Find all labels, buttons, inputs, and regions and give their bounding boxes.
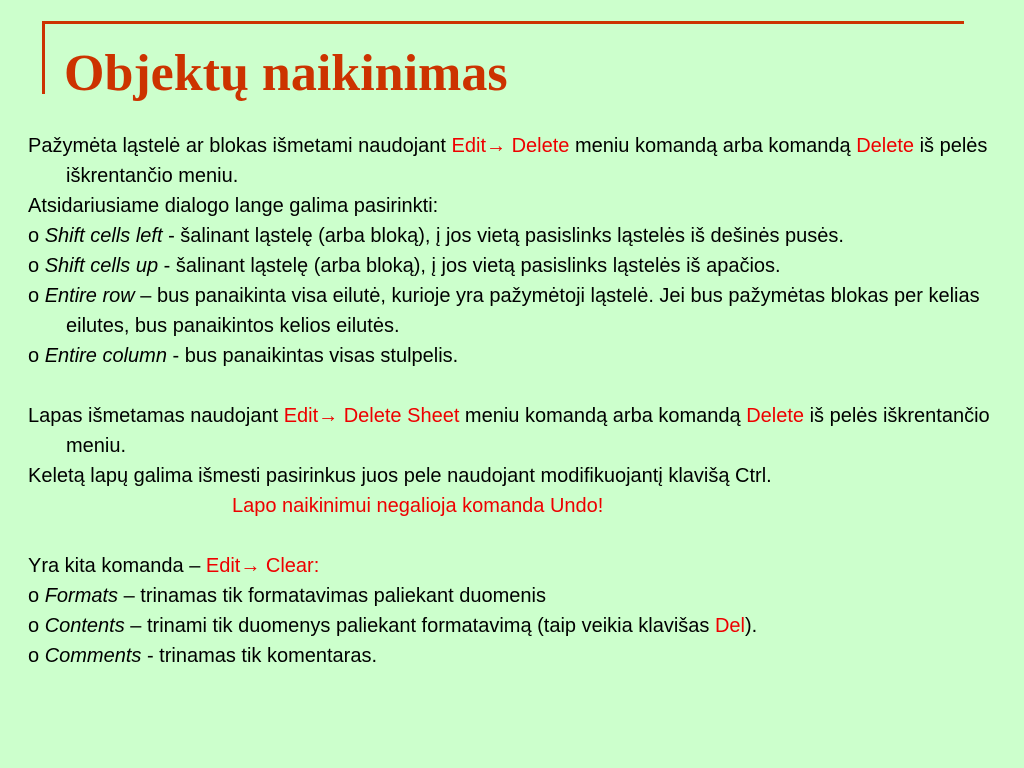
paragraph-multiple-sheets: Keletą lapų galima išmesti pasirinkus juos pele naudojant modifikuojantį klavišą Ctrl. (28, 465, 772, 487)
key-highlight: Del (714, 615, 745, 637)
option-description: - bus panaikintas visas stulpelis. (166, 345, 459, 367)
title-frame-top-line (42, 21, 964, 24)
option-description: – trinamas tik formatavimas paliekant duomenis (118, 585, 546, 607)
option-description: - šalinant ląstelę (arba bloką), į jos vietą pasislinks ląstelės iš apačios. (158, 255, 781, 277)
option-shift-cells-left (28, 221, 998, 251)
bullet: o (28, 585, 45, 607)
text: Yra kita komanda – (28, 555, 206, 577)
undo-warning: Lapo naikinimui negalioja komanda Undo! (232, 495, 604, 517)
option-description: – bus panaikinta visa eilutė, kurioje yra pažymėtoji ląstelė. Jei bus pažymėtas blokas per kelias eilutes, bus panaikintos kelios eilutės. (66, 285, 980, 337)
bullet: o (28, 285, 45, 307)
option-description: – trinami tik duomenys paliekant formatavimą (taip veikia klavišas (124, 615, 715, 637)
option-entire-row (28, 281, 998, 341)
slide-body (28, 131, 998, 671)
option-term: Shift cells left (44, 225, 163, 247)
option-description: - trinamas tik komentaras. (141, 645, 378, 667)
text: Pažymėta ląstelė ar blokas išmetami naudojant (28, 135, 452, 157)
menu-command-highlight: Edit→ Delete (451, 135, 570, 157)
bullet: o (28, 345, 45, 367)
bullet: o (28, 615, 45, 637)
text: iš pelės iškrentančio meniu. (66, 405, 990, 457)
paragraph-delete-sheet (28, 401, 998, 461)
slide-title: Objektų naikinimas (64, 45, 508, 102)
title-frame-left-line (42, 21, 45, 94)
paragraph-dialog-intro: Atsidariusiame dialogo lange galima pasirinkti: (28, 195, 439, 217)
text: iš pelės iškrentančio meniu. (66, 135, 988, 187)
text: meniu komandą arba komandą (459, 405, 747, 427)
option-shift-cells-up (28, 251, 998, 281)
spacer (28, 371, 998, 401)
option-term: Entire column (44, 345, 167, 367)
command-highlight: Delete (746, 405, 805, 427)
option-entire-column (28, 341, 998, 371)
menu-command-highlight: Edit→ Delete Sheet (283, 405, 460, 427)
spacer (28, 521, 998, 551)
text: ). (745, 615, 758, 637)
option-term: Comments (44, 645, 142, 667)
text: Lapas išmetamas naudojant (28, 405, 284, 427)
paragraph-delete-cells (28, 131, 998, 191)
bullet: o (28, 255, 45, 277)
option-term: Shift cells up (44, 255, 159, 277)
option-comments (28, 641, 998, 671)
option-term: Entire row (44, 285, 135, 307)
paragraph-clear-command (28, 551, 998, 581)
option-term: Formats (44, 585, 119, 607)
bullet: o (28, 225, 45, 247)
text: meniu komandą arba komandą (569, 135, 857, 157)
command-highlight: Delete (856, 135, 915, 157)
option-term: Contents (44, 615, 125, 637)
bullet: o (28, 645, 45, 667)
option-contents (28, 611, 998, 641)
menu-command-highlight: Edit→ Clear: (205, 555, 320, 577)
option-formats (28, 581, 998, 611)
option-description: - šalinant ląstelę (arba bloką), į jos vietą pasislinks ląstelės iš dešinės pusės. (162, 225, 844, 247)
